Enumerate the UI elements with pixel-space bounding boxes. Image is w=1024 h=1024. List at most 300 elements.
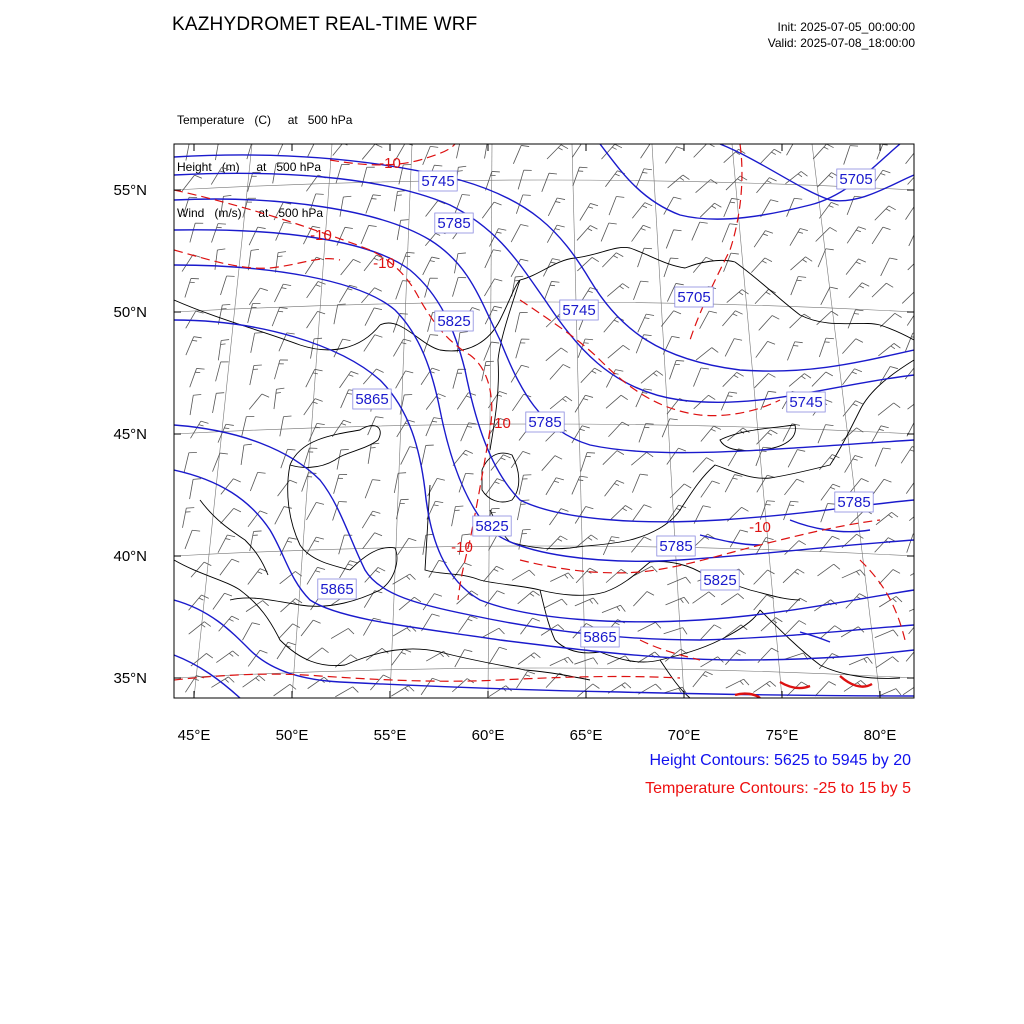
height-contour-label: 5865 bbox=[320, 581, 354, 598]
wind-barb bbox=[249, 227, 265, 245]
lat-tick-label: 40°N bbox=[113, 548, 147, 565]
wind-barb bbox=[399, 597, 421, 610]
wind-barb bbox=[307, 311, 326, 328]
wind-barb bbox=[550, 573, 573, 582]
wind-barb bbox=[785, 541, 806, 555]
wind-barb bbox=[669, 360, 684, 379]
valid-time: Valid: 2025-07-08_18:00:00 bbox=[767, 36, 915, 50]
wind-barb bbox=[393, 574, 416, 584]
wind-barb bbox=[215, 140, 226, 160]
wind-barb bbox=[518, 653, 540, 665]
wind-barb bbox=[550, 396, 572, 409]
wind-barb bbox=[302, 473, 317, 492]
wind-barb bbox=[820, 536, 840, 552]
wind-barb bbox=[422, 445, 434, 465]
wind-barb bbox=[364, 335, 383, 352]
wind-barb bbox=[452, 277, 466, 296]
wind-barb bbox=[336, 164, 350, 183]
wind-barb bbox=[638, 248, 652, 267]
wind-barb bbox=[221, 508, 241, 523]
lon-tick-label: 60°E bbox=[471, 727, 505, 744]
wind-barb bbox=[429, 560, 447, 577]
wind-barb bbox=[816, 227, 837, 241]
wind-barb bbox=[544, 599, 567, 608]
wind-barb bbox=[638, 622, 661, 631]
wind-barb bbox=[638, 314, 654, 332]
wind-barb bbox=[818, 173, 839, 187]
wind-barb bbox=[909, 228, 925, 246]
wind-barb bbox=[548, 198, 565, 216]
wind-barb bbox=[790, 257, 812, 270]
wind-barb bbox=[670, 484, 691, 498]
wind-barb bbox=[581, 453, 595, 472]
wind-barb bbox=[513, 145, 529, 163]
wind-barb bbox=[542, 456, 562, 471]
wind-barb bbox=[182, 255, 200, 272]
lon-tick-label: 80°E bbox=[863, 727, 897, 744]
wind-barb bbox=[489, 686, 512, 697]
wind-barb bbox=[574, 658, 597, 665]
wind-barb bbox=[693, 458, 714, 473]
temperature-contour-label: -10 bbox=[749, 519, 771, 536]
wind-barb bbox=[759, 316, 780, 331]
wind-barb bbox=[783, 569, 804, 583]
wind-barb bbox=[455, 650, 472, 667]
wind-barb bbox=[901, 447, 920, 464]
wind-barb bbox=[542, 173, 557, 192]
wind-barb bbox=[577, 226, 597, 241]
wind-barb bbox=[190, 421, 208, 438]
wind-barb bbox=[248, 172, 261, 191]
wind-barb bbox=[306, 648, 328, 660]
wind-barb bbox=[218, 535, 235, 553]
wind-barb bbox=[696, 348, 718, 360]
wind-barb bbox=[791, 276, 806, 295]
wind-barb bbox=[819, 455, 839, 470]
height-contour-label: 5865 bbox=[583, 629, 617, 646]
wind-barb bbox=[366, 195, 381, 214]
wind-barb bbox=[875, 206, 896, 220]
height-contour-label: 5785 bbox=[837, 494, 871, 511]
wind-barb bbox=[902, 290, 923, 304]
wind-barb bbox=[607, 284, 629, 297]
wind-barb bbox=[848, 310, 863, 329]
wind-barb bbox=[216, 651, 238, 663]
wind-barb bbox=[841, 627, 864, 637]
wind-barb bbox=[190, 394, 201, 415]
wind-barb bbox=[423, 534, 434, 555]
wind-barb bbox=[753, 681, 776, 692]
wind-barb bbox=[189, 595, 209, 610]
wind-barb bbox=[905, 203, 924, 220]
wind-barb bbox=[334, 304, 346, 324]
wind-barb bbox=[309, 194, 323, 213]
wind-barb bbox=[602, 253, 623, 267]
wind-barb bbox=[220, 276, 234, 295]
wind-barb bbox=[693, 671, 713, 687]
wind-barb bbox=[701, 625, 722, 640]
wind-barb bbox=[301, 620, 321, 636]
wind-barb bbox=[905, 333, 920, 352]
wind-barb bbox=[724, 253, 739, 272]
wind-barb bbox=[249, 288, 268, 305]
wind-barb bbox=[909, 508, 931, 521]
wind-barb bbox=[636, 169, 652, 187]
wind-barb bbox=[728, 428, 750, 441]
wind-barb bbox=[337, 449, 349, 469]
wind-barb bbox=[454, 253, 465, 273]
wind-barb bbox=[819, 202, 838, 218]
wind-barb bbox=[907, 397, 929, 409]
wind-barb bbox=[842, 570, 865, 578]
wind-barb bbox=[789, 374, 811, 387]
lon-tick-label: 55°E bbox=[373, 727, 407, 744]
temperature-legend: Temperature Contours: -25 to 15 by 5 bbox=[645, 780, 911, 797]
wind-barb bbox=[394, 191, 405, 212]
wind-barb bbox=[572, 426, 590, 443]
wind-barb bbox=[784, 501, 799, 520]
wind-barb bbox=[667, 577, 690, 585]
wind-barb bbox=[370, 675, 390, 690]
wind-barb bbox=[908, 256, 929, 270]
wind-barb bbox=[872, 283, 893, 297]
wind-barb bbox=[633, 281, 648, 300]
wind-barb bbox=[872, 479, 891, 495]
wind-barb bbox=[394, 473, 406, 493]
wind-barb bbox=[397, 420, 415, 437]
wind-barb bbox=[516, 671, 534, 688]
wind-barb bbox=[632, 505, 651, 521]
wind-barb bbox=[550, 364, 570, 379]
wind-barb bbox=[700, 657, 723, 667]
height-contour-label: 5865 bbox=[355, 391, 389, 408]
wind-barb bbox=[306, 502, 323, 519]
wind-barb bbox=[456, 138, 468, 158]
wind-barb bbox=[362, 511, 380, 528]
wind-barb bbox=[396, 371, 414, 388]
wind-barb bbox=[603, 537, 619, 555]
wind-barb bbox=[276, 222, 292, 240]
wind-barb bbox=[308, 139, 325, 157]
wind-barb bbox=[665, 147, 684, 164]
wind-barb bbox=[813, 144, 834, 159]
wind-barb bbox=[274, 284, 291, 302]
wind-barb bbox=[248, 569, 268, 585]
wind-barb bbox=[787, 138, 805, 155]
wind-barb bbox=[575, 395, 593, 412]
wind-barb bbox=[842, 369, 861, 385]
wind-barb bbox=[606, 569, 628, 582]
wind-barb bbox=[784, 479, 804, 495]
wind-barb bbox=[511, 259, 528, 277]
wind-barb bbox=[875, 538, 896, 553]
wind-barb bbox=[274, 360, 287, 379]
wind-barb bbox=[365, 480, 380, 499]
height-contour-label: 5705 bbox=[839, 171, 873, 188]
wind-barb bbox=[391, 686, 414, 696]
height-contour-label: 5825 bbox=[475, 518, 509, 535]
wind-barb bbox=[303, 448, 317, 467]
wind-barb bbox=[666, 230, 681, 249]
wind-barb bbox=[787, 342, 802, 361]
wind-barb bbox=[664, 258, 678, 277]
wind-barb bbox=[273, 163, 284, 183]
wind-barb bbox=[546, 478, 564, 495]
wind-barb bbox=[190, 223, 203, 242]
lat-tick-label: 35°N bbox=[113, 670, 147, 687]
wind-barb bbox=[426, 418, 442, 436]
lat-tick-label: 45°N bbox=[113, 426, 147, 443]
wind-barb bbox=[663, 336, 679, 354]
wind-barb bbox=[664, 628, 687, 635]
wind-barb bbox=[760, 149, 781, 163]
wind-barb bbox=[452, 506, 464, 526]
wind-barb bbox=[485, 591, 505, 607]
wind-barb bbox=[879, 596, 902, 607]
wind-barb bbox=[847, 227, 866, 244]
lat-tick-label: 50°N bbox=[113, 304, 147, 321]
wind-barb bbox=[609, 196, 624, 215]
wind-barb bbox=[518, 591, 540, 604]
wind-barb bbox=[248, 511, 267, 527]
wind-barb bbox=[581, 368, 602, 383]
wind-barb bbox=[573, 167, 588, 186]
wind-barb bbox=[601, 144, 621, 159]
wind-barb bbox=[511, 365, 529, 382]
wind-barb bbox=[218, 340, 229, 361]
wind-barb bbox=[790, 229, 808, 246]
wind-barb bbox=[511, 224, 528, 242]
wind-barb bbox=[242, 416, 255, 436]
wind-barb bbox=[393, 339, 411, 356]
wind-barb bbox=[756, 341, 775, 357]
wind-barb bbox=[666, 597, 689, 605]
wind-barb bbox=[580, 203, 598, 220]
wind-barb bbox=[606, 395, 628, 408]
wind-barb bbox=[701, 481, 720, 497]
wind-barb bbox=[817, 564, 839, 576]
height-contour-label: 5825 bbox=[703, 572, 737, 589]
wind-barb bbox=[340, 371, 359, 387]
wind-barb bbox=[278, 138, 294, 156]
wind-barb bbox=[880, 366, 898, 383]
wind-barb bbox=[693, 257, 713, 272]
wind-barb bbox=[546, 348, 568, 361]
lon-tick-label: 75°E bbox=[765, 727, 799, 744]
height-contour-label: 5785 bbox=[528, 414, 562, 431]
wind-barb bbox=[401, 447, 418, 465]
wind-barb bbox=[453, 450, 473, 466]
wind-barb bbox=[340, 196, 351, 216]
wind-barb bbox=[845, 455, 863, 472]
field-height: Height (m) at 500 hPa bbox=[177, 159, 322, 174]
lon-tick-label: 70°E bbox=[667, 727, 701, 744]
wind-barb bbox=[871, 426, 888, 443]
wind-barb bbox=[423, 335, 438, 354]
wind-barb bbox=[280, 538, 297, 556]
wind-barb bbox=[633, 591, 654, 606]
wind-barb bbox=[515, 312, 527, 332]
wind-barb bbox=[392, 649, 411, 665]
wind-barb bbox=[723, 372, 744, 386]
wind-barb bbox=[632, 203, 652, 219]
wind-barb bbox=[700, 203, 721, 217]
wind-barb bbox=[182, 508, 194, 528]
wind-barb bbox=[368, 443, 379, 464]
height-contour-label: 5705 bbox=[677, 289, 711, 306]
height-contour-label: 5785 bbox=[437, 215, 471, 232]
wind-barb bbox=[821, 503, 836, 522]
wind-barb bbox=[396, 281, 411, 300]
height-contour-label: 5825 bbox=[437, 313, 471, 330]
wind-barb bbox=[516, 339, 530, 358]
height-contour-label: 5745 bbox=[562, 302, 596, 319]
wind-barb bbox=[608, 345, 630, 358]
wind-barb bbox=[601, 223, 617, 241]
wind-barb bbox=[881, 258, 898, 276]
wind-barb bbox=[878, 403, 900, 415]
wind-barb bbox=[250, 365, 262, 385]
wind-barb bbox=[547, 145, 568, 159]
wind-barb bbox=[758, 648, 779, 663]
wind-barb bbox=[425, 278, 438, 297]
wind-barb bbox=[909, 618, 929, 634]
wind-barb bbox=[661, 311, 681, 327]
wind-barb bbox=[880, 313, 901, 327]
wind-barb bbox=[906, 148, 926, 164]
wind-barb bbox=[482, 202, 501, 218]
wind-barb bbox=[611, 505, 632, 519]
wind-barb bbox=[721, 594, 744, 605]
wind-barb bbox=[727, 290, 749, 303]
wind-barb bbox=[605, 171, 624, 187]
wind-barb bbox=[818, 425, 833, 444]
wind-barb bbox=[220, 559, 239, 575]
wind-barb bbox=[632, 474, 648, 492]
wind-barb bbox=[872, 227, 890, 244]
wind-barb bbox=[906, 477, 925, 493]
wind-barb bbox=[243, 676, 265, 688]
wind-barb bbox=[250, 531, 262, 551]
wind-barb bbox=[242, 623, 259, 641]
wind-barb bbox=[185, 278, 199, 297]
wind-barb bbox=[754, 595, 774, 610]
wind-barb bbox=[190, 479, 201, 499]
wind-barb bbox=[489, 647, 507, 664]
wind-barb bbox=[251, 333, 263, 353]
wind-barb bbox=[483, 566, 503, 581]
wind-barb bbox=[272, 308, 287, 327]
lat-tick-label: 55°N bbox=[113, 182, 147, 199]
wind-barb bbox=[636, 389, 652, 407]
wind-barb bbox=[849, 657, 872, 665]
wind-barb bbox=[189, 622, 211, 635]
wind-barb bbox=[603, 451, 624, 465]
wind-barb bbox=[396, 499, 408, 519]
wind-barb bbox=[485, 479, 504, 495]
wind-barb bbox=[754, 231, 773, 248]
wind-barb bbox=[334, 474, 347, 493]
wind-barb bbox=[213, 593, 232, 609]
wind-barb bbox=[544, 281, 559, 300]
wind-barb bbox=[842, 339, 863, 354]
wind-barb bbox=[486, 171, 500, 190]
wind-barb bbox=[725, 475, 742, 493]
wind-barb bbox=[819, 338, 834, 357]
wind-barb bbox=[662, 419, 678, 437]
init-time: Init: 2025-07-05_00:00:00 bbox=[777, 20, 915, 34]
wind-barb bbox=[212, 224, 226, 243]
wind-barb bbox=[423, 146, 439, 165]
wind-barb bbox=[725, 339, 742, 357]
temperature-contour-label: -10 bbox=[489, 415, 511, 432]
lon-tick-label: 50°E bbox=[275, 727, 309, 744]
wind-barb bbox=[453, 369, 466, 388]
wind-barb bbox=[306, 537, 324, 554]
wind-barb bbox=[519, 475, 531, 495]
wind-barb bbox=[250, 472, 265, 491]
wind-barb bbox=[726, 679, 749, 688]
wind-barb bbox=[909, 603, 932, 611]
wind-barb bbox=[790, 314, 811, 328]
wind-barb bbox=[821, 287, 838, 305]
wind-barb bbox=[455, 194, 470, 213]
wind-barb bbox=[812, 372, 833, 386]
wind-barb bbox=[846, 259, 866, 275]
wind-barb bbox=[725, 650, 745, 665]
wind-barb bbox=[274, 388, 284, 409]
temperature-contour-label: -10 bbox=[451, 539, 473, 556]
wind-barb bbox=[755, 289, 776, 304]
wind-barb bbox=[218, 305, 230, 325]
wind-barb bbox=[755, 373, 776, 387]
wind-barb bbox=[512, 570, 535, 580]
wind-barb bbox=[481, 628, 504, 638]
wind-barb bbox=[482, 361, 494, 381]
wind-barb bbox=[280, 416, 292, 436]
temperature-contour-label: -10 bbox=[310, 227, 332, 244]
wind-barb bbox=[363, 533, 382, 549]
wind-barb bbox=[785, 171, 807, 183]
wind-barb bbox=[426, 651, 449, 661]
wind-barb bbox=[876, 512, 898, 524]
height-contour-label: 5745 bbox=[421, 173, 455, 190]
wind-barb bbox=[184, 453, 197, 473]
wind-barb bbox=[241, 444, 252, 465]
wind-barb bbox=[489, 229, 506, 247]
wind-barb bbox=[426, 394, 445, 410]
wind-barb bbox=[365, 308, 382, 326]
wind-barb bbox=[788, 450, 805, 468]
wind-barb bbox=[249, 394, 269, 409]
wind-barb bbox=[190, 368, 205, 387]
wind-barb bbox=[636, 335, 651, 354]
wind-barb bbox=[185, 530, 200, 549]
wind-barb bbox=[216, 362, 229, 381]
wind-barb bbox=[248, 650, 267, 666]
wind-barb bbox=[577, 684, 599, 697]
wind-barb bbox=[306, 369, 323, 387]
field-temperature: Temperature (C) at 500 hPa bbox=[177, 113, 353, 127]
wind-barb bbox=[485, 250, 501, 268]
wind-barb bbox=[844, 146, 858, 165]
wind-barb bbox=[485, 138, 496, 158]
wind-barb bbox=[700, 311, 717, 329]
wind-barb bbox=[397, 220, 408, 240]
wind-barb bbox=[572, 141, 591, 158]
wind-barb bbox=[213, 453, 228, 472]
wind-barb bbox=[366, 648, 388, 660]
